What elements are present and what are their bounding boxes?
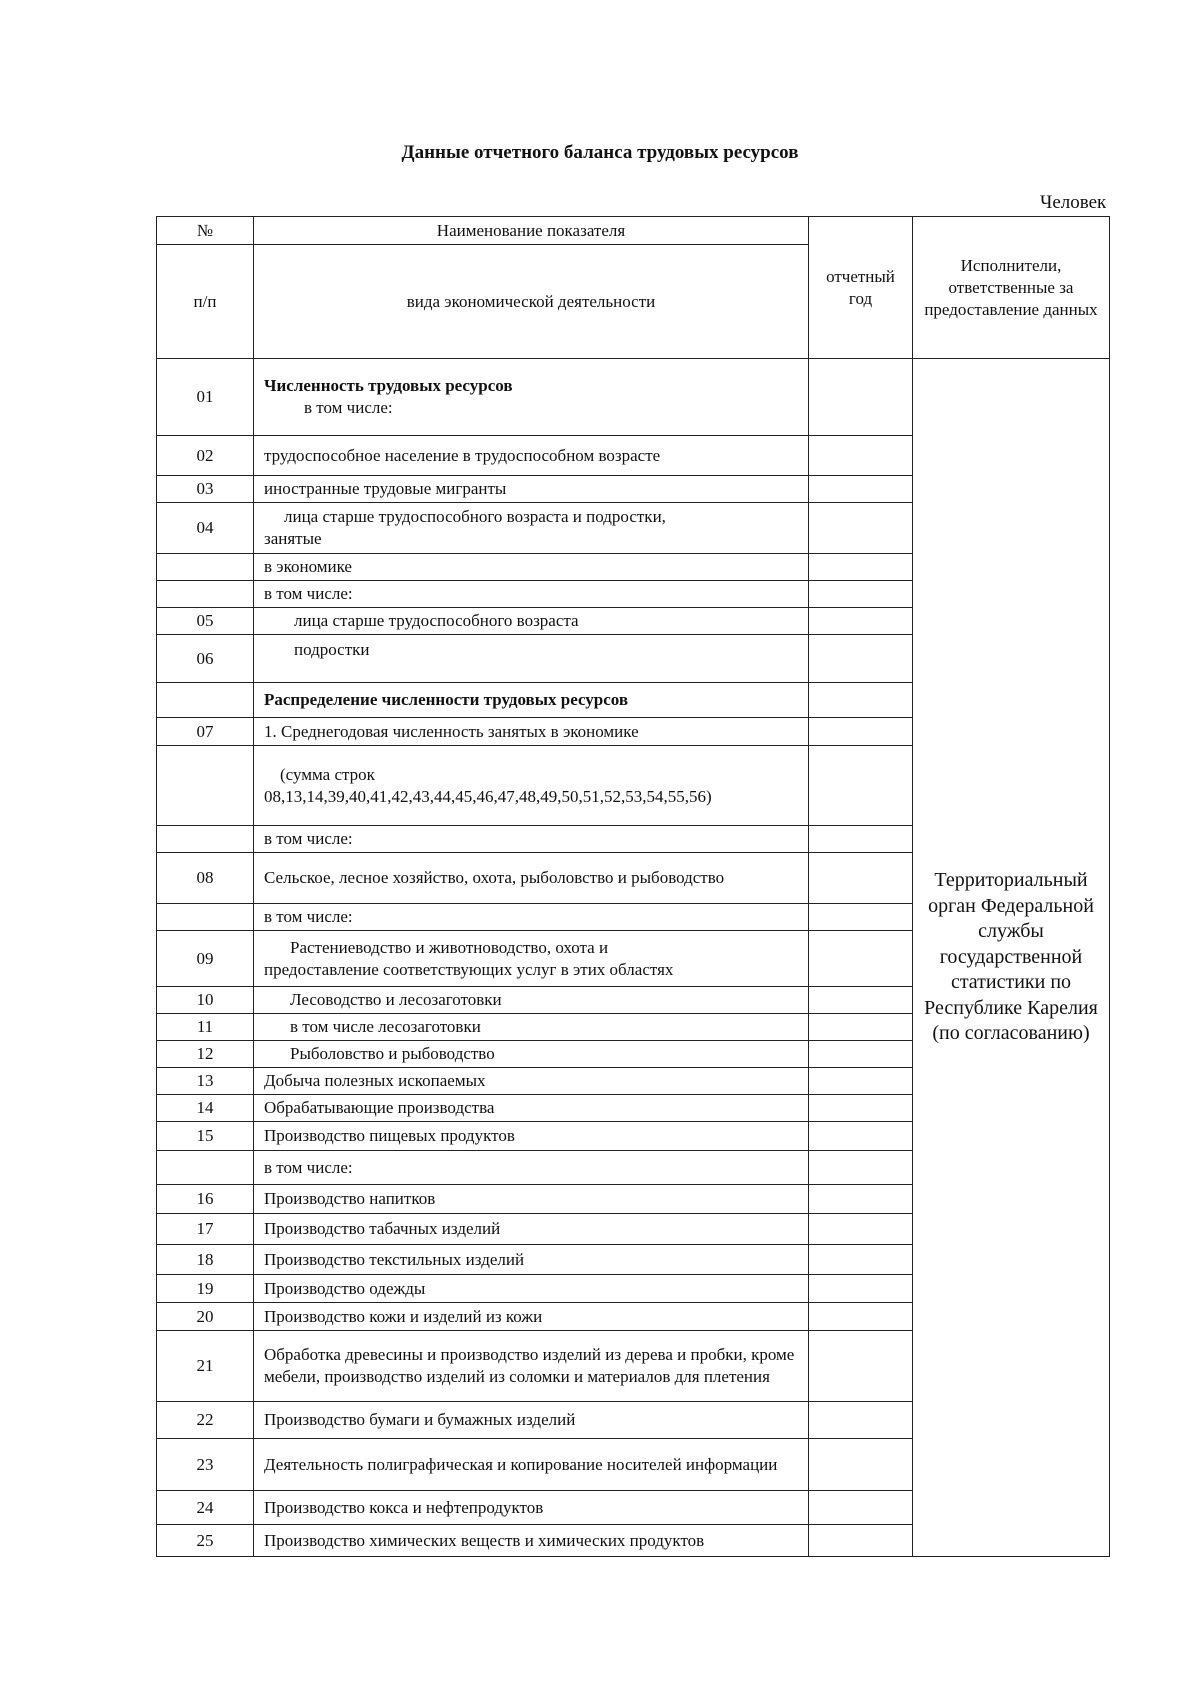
value-cell[interactable]	[809, 1331, 913, 1402]
row-number: 21	[157, 1331, 254, 1402]
value-cell[interactable]	[809, 931, 913, 987]
value-cell[interactable]	[809, 503, 913, 554]
row-label: в том числе:	[254, 826, 809, 853]
row-label: Производство одежды	[254, 1275, 809, 1303]
value-cell[interactable]	[809, 1095, 913, 1122]
value-cell[interactable]	[809, 581, 913, 608]
row-number: 05	[157, 608, 254, 635]
row-label: Обработка древесины и производство изделий из дерева и пробки, кроме мебели, производство изделий из соломки и материалов для плетения	[254, 1331, 809, 1402]
row-label	[254, 931, 809, 987]
row-number: 04	[157, 503, 254, 554]
table-row	[157, 359, 1110, 436]
value-cell[interactable]	[809, 718, 913, 746]
value-cell[interactable]	[809, 476, 913, 503]
value-cell[interactable]	[809, 554, 913, 581]
value-cell[interactable]	[809, 904, 913, 931]
responsible-cell: Территориальный орган Федеральной службы государственной статистики по Республике Карелия (по согласованию)	[913, 359, 1110, 1557]
value-cell[interactable]	[809, 436, 913, 476]
row-label: лица старше трудоспособного возраста	[254, 608, 809, 635]
row-number	[157, 904, 254, 931]
row-number: 07	[157, 718, 254, 746]
row-label: Лесоводство и лесозаготовки	[254, 987, 809, 1014]
row-label: Производство бумаги и бумажных изделий	[254, 1402, 809, 1439]
row-label	[254, 746, 809, 826]
row-label: Обрабатывающие производства	[254, 1095, 809, 1122]
value-cell[interactable]	[809, 1041, 913, 1068]
row-number: 12	[157, 1041, 254, 1068]
row-label-line1: лица старше трудоспособного возраста и подростки,	[284, 507, 666, 526]
header-no-sign: №	[157, 217, 254, 245]
row-number: 25	[157, 1525, 254, 1557]
value-cell[interactable]	[809, 683, 913, 718]
row-number: 15	[157, 1122, 254, 1151]
value-cell[interactable]	[809, 853, 913, 904]
row-number: 13	[157, 1068, 254, 1095]
value-cell[interactable]	[809, 1214, 913, 1245]
row-label: Деятельность полиграфическая и копирование носителей информации	[254, 1439, 809, 1491]
row-label: Производство текстильных изделий	[254, 1245, 809, 1275]
row-label: Рыболовство и рыбоводство	[254, 1041, 809, 1068]
row-number: 11	[157, 1014, 254, 1041]
header-no-sub: п/п	[157, 245, 254, 359]
value-cell[interactable]	[809, 1185, 913, 1214]
row-label: Производство химических веществ и химических продуктов	[254, 1525, 809, 1557]
row-number: 08	[157, 853, 254, 904]
value-cell[interactable]	[809, 635, 913, 683]
value-cell[interactable]	[809, 1122, 913, 1151]
value-cell[interactable]	[809, 1402, 913, 1439]
row-number: 20	[157, 1303, 254, 1331]
value-cell[interactable]	[809, 826, 913, 853]
value-cell[interactable]	[809, 1245, 913, 1275]
row-number: 14	[157, 1095, 254, 1122]
row-label-line1: (сумма строк	[280, 764, 375, 784]
value-cell[interactable]	[809, 1439, 913, 1491]
row-label: 1. Среднегодовая численность занятых в экономике	[254, 718, 809, 746]
row-label: в том числе:	[254, 581, 809, 608]
page-title: Данные отчетного баланса трудовых ресурсов	[401, 142, 799, 163]
row-label: иностранные трудовые мигранты	[254, 476, 809, 503]
row-number: 09	[157, 931, 254, 987]
value-cell[interactable]	[809, 1525, 913, 1557]
row-number: 22	[157, 1402, 254, 1439]
row-label	[254, 359, 809, 436]
row-label: Сельское, лесное хозяйство, охота, рыболовство и рыбоводство	[254, 853, 809, 904]
row-label: Производство кожи и изделий из кожи	[254, 1303, 809, 1331]
row-number: 06	[157, 635, 254, 683]
row-number: 17	[157, 1214, 254, 1245]
row-label: в том числе:	[254, 904, 809, 931]
row-number: 23	[157, 1439, 254, 1491]
row-label: трудоспособное население в трудоспособном возрасте	[254, 436, 809, 476]
row-number	[157, 746, 254, 826]
row-number	[157, 581, 254, 608]
row-number	[157, 554, 254, 581]
row-label: Производство напитков	[254, 1185, 809, 1214]
labor-balance-table	[156, 216, 1110, 1557]
row-number: 02	[157, 436, 254, 476]
value-cell[interactable]	[809, 746, 913, 826]
value-cell[interactable]	[809, 1014, 913, 1041]
header-name-line2: вида экономической деятельности	[254, 245, 809, 359]
value-cell[interactable]	[809, 1068, 913, 1095]
value-cell[interactable]	[809, 1491, 913, 1525]
row-number: 16	[157, 1185, 254, 1214]
row-label: Добыча полезных ископаемых	[254, 1068, 809, 1095]
row-label-line2: 08,13,14,39,40,41,42,43,44,45,46,47,48,49,50,51,52,53,54,55,56)	[264, 786, 712, 806]
row-label-main: Численность трудовых ресурсов	[264, 376, 513, 395]
value-cell[interactable]	[809, 1303, 913, 1331]
row-label: Производство табачных изделий	[254, 1214, 809, 1245]
row-label-sub: в том числе:	[304, 398, 393, 417]
unit-label: Человек	[1040, 192, 1107, 213]
value-cell[interactable]	[809, 1275, 913, 1303]
row-number: 19	[157, 1275, 254, 1303]
row-label	[254, 503, 809, 554]
value-cell[interactable]	[809, 1151, 913, 1185]
value-cell[interactable]	[809, 987, 913, 1014]
row-number	[157, 683, 254, 718]
row-label-line2: предоставление соответствующих услуг в этих областях	[264, 959, 674, 979]
row-number: 03	[157, 476, 254, 503]
row-label-line1: Растениеводство и животноводство, охота и	[290, 937, 609, 957]
row-label: подростки	[254, 635, 809, 683]
row-number: 10	[157, 987, 254, 1014]
row-number: 01	[157, 359, 254, 436]
header-year: отчетный год	[809, 217, 913, 359]
row-label: в том числе:	[254, 1151, 809, 1185]
row-label: Производство кокса и нефтепродуктов	[254, 1491, 809, 1525]
row-label-line2: занятые	[264, 529, 322, 548]
value-cell[interactable]	[809, 359, 913, 436]
row-number: 18	[157, 1245, 254, 1275]
row-number	[157, 1151, 254, 1185]
row-number: 24	[157, 1491, 254, 1525]
row-label: Производство пищевых продуктов	[254, 1122, 809, 1151]
header-responsible: Исполнители, ответственные за предоставление данных	[913, 217, 1110, 359]
header-name-line1: Наименование показателя	[254, 217, 809, 245]
row-label: Распределение численности трудовых ресурсов	[254, 683, 809, 718]
value-cell[interactable]	[809, 608, 913, 635]
row-number	[157, 826, 254, 853]
row-label: в том числе лесозаготовки	[254, 1014, 809, 1041]
row-label: в экономике	[254, 554, 809, 581]
